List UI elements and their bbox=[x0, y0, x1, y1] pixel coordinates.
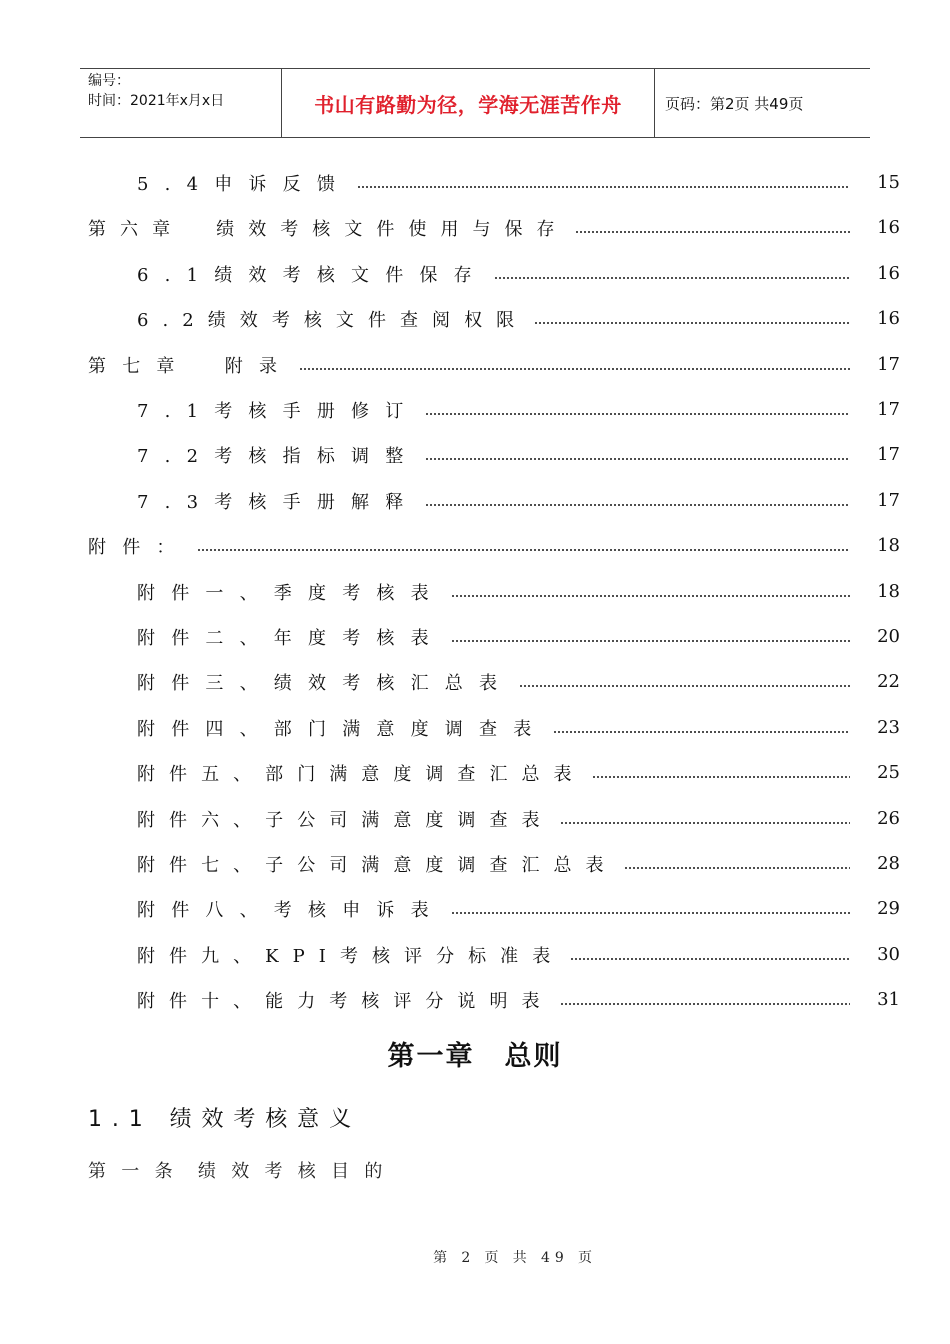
toc-entry-label: 附件八、考核申诉表 bbox=[137, 900, 445, 922]
toc-entry-label: 附件四、部门满意度调查表 bbox=[137, 718, 548, 740]
toc-dot-leader bbox=[575, 231, 850, 233]
toc-dot-leader bbox=[425, 413, 850, 415]
toc-dot-leader bbox=[553, 731, 850, 733]
document-time-label: 时间：2021年x月x日 bbox=[88, 93, 225, 109]
toc-entry-page: 17 bbox=[877, 489, 900, 511]
toc-entry-page: 26 bbox=[877, 807, 900, 829]
toc-entry-label: 附件十、能力考核评分说明表 bbox=[137, 991, 554, 1013]
toc-entry-label: 附件五、部门满意度调查汇总表 bbox=[137, 764, 586, 786]
toc-dot-leader bbox=[534, 322, 850, 324]
article-heading bbox=[88, 1157, 398, 1183]
header-page-info: 页码：第2页 共49页 bbox=[665, 94, 804, 113]
toc-dot-leader bbox=[451, 640, 850, 642]
toc-entry[interactable] bbox=[137, 622, 900, 652]
toc-entry-page: 17 bbox=[877, 444, 900, 466]
toc-entry-page: 15 bbox=[877, 172, 900, 193]
toc-entry[interactable] bbox=[137, 304, 900, 334]
toc-dot-leader bbox=[451, 912, 850, 914]
toc-dot-leader bbox=[560, 1003, 850, 1005]
toc-entry-page: 22 bbox=[877, 671, 900, 693]
chapter-number: 第一章 bbox=[387, 1041, 475, 1072]
toc-entry-label: 附件： bbox=[88, 537, 191, 559]
document-number-label: 编号： bbox=[88, 73, 130, 89]
toc-entry-page: 17 bbox=[877, 353, 900, 375]
toc-entry-label: 7.2考核指标调整 bbox=[137, 446, 420, 468]
article-text: 绩效考核目的 bbox=[197, 1161, 398, 1182]
section-title: 1.1 绩效考核意义 bbox=[88, 1107, 361, 1132]
toc-entry[interactable] bbox=[137, 395, 900, 425]
toc-dot-leader bbox=[451, 595, 850, 597]
toc-entry[interactable] bbox=[137, 849, 900, 879]
toc-dot-leader bbox=[519, 685, 850, 687]
toc-entry[interactable] bbox=[88, 350, 900, 380]
toc-entry[interactable] bbox=[137, 894, 900, 924]
page-header bbox=[80, 68, 870, 138]
toc-dot-leader bbox=[624, 867, 850, 869]
toc-dot-leader bbox=[560, 822, 850, 824]
toc-entry-label: 附件二、年度考核表 bbox=[137, 628, 445, 649]
toc-entry-page: 29 bbox=[877, 898, 900, 920]
toc-dot-leader bbox=[299, 368, 850, 370]
toc-entry[interactable] bbox=[137, 940, 900, 970]
toc-dot-leader bbox=[425, 504, 850, 506]
toc-entry-label: 附件七、子公司满意度调查汇总表 bbox=[137, 855, 618, 876]
toc-entry[interactable] bbox=[137, 758, 900, 788]
header-motto: 书山有路勤为径，学海无涯苦作舟 bbox=[314, 92, 622, 117]
toc-entry-page: 18 bbox=[877, 580, 900, 602]
chapter-name: 总则 bbox=[504, 1041, 563, 1072]
toc-entry[interactable] bbox=[137, 577, 900, 607]
toc-entry-label: 附件一、季度考核表 bbox=[137, 582, 445, 604]
header-meta bbox=[80, 69, 282, 137]
chapter-title bbox=[0, 1034, 950, 1073]
toc-entry-label: 7.3考核手册解释 bbox=[137, 491, 420, 513]
toc-entry-label: 第七章 附录 bbox=[88, 355, 294, 377]
toc-entry-page: 23 bbox=[877, 716, 900, 738]
toc-entry-page: 20 bbox=[877, 626, 900, 647]
toc-entry-label: 6.1绩效考核文件保存 bbox=[137, 264, 488, 286]
toc-entry-label: 7.1考核手册修订 bbox=[137, 401, 420, 422]
toc-entry[interactable] bbox=[137, 713, 900, 743]
toc-entry-label: 附件六、子公司满意度调查表 bbox=[137, 809, 554, 831]
toc-dot-leader bbox=[494, 277, 850, 279]
toc-entry[interactable] bbox=[137, 486, 900, 516]
toc-entry-page: 17 bbox=[877, 399, 900, 420]
toc-entry-page: 16 bbox=[877, 308, 900, 330]
toc-entry[interactable] bbox=[137, 259, 900, 289]
header-motto-cell bbox=[282, 69, 655, 137]
toc-entry[interactable] bbox=[137, 804, 900, 834]
toc-dot-leader bbox=[357, 186, 850, 188]
toc-entry[interactable] bbox=[137, 985, 900, 1015]
toc-entry[interactable] bbox=[88, 213, 900, 243]
toc-entry-page: 31 bbox=[877, 989, 900, 1011]
toc-entry-page: 28 bbox=[877, 853, 900, 874]
toc-entry[interactable] bbox=[137, 440, 900, 470]
toc-entry[interactable] bbox=[137, 168, 900, 198]
toc-entry-page: 16 bbox=[877, 262, 900, 284]
toc-entry-label: 6.2绩效考核文件查阅权限 bbox=[137, 310, 529, 332]
page-footer: 第 2 页 共 49 页 bbox=[433, 1250, 597, 1266]
toc-entry-page: 16 bbox=[877, 217, 900, 239]
toc-dot-leader bbox=[425, 458, 850, 460]
toc-entry-label: 附件九、KPI考核评分标准表 bbox=[137, 945, 565, 967]
toc-dot-leader bbox=[592, 776, 850, 778]
toc-entry-page: 25 bbox=[877, 762, 900, 784]
toc-dot-leader bbox=[197, 549, 850, 551]
toc-entry[interactable] bbox=[88, 531, 900, 561]
toc-entry[interactable] bbox=[137, 667, 900, 697]
article-number: 第一条 bbox=[88, 1161, 188, 1182]
toc-entry-page: 18 bbox=[877, 535, 900, 557]
toc-entry-label: 附件三、绩效考核汇总表 bbox=[137, 673, 514, 695]
toc-dot-leader bbox=[570, 958, 850, 960]
toc-entry-page: 30 bbox=[877, 943, 900, 965]
toc-entry-label: 第六章 绩效考核文件使用与保存 bbox=[88, 219, 569, 241]
toc-entry-label: 5.4申诉反馈 bbox=[137, 174, 352, 195]
